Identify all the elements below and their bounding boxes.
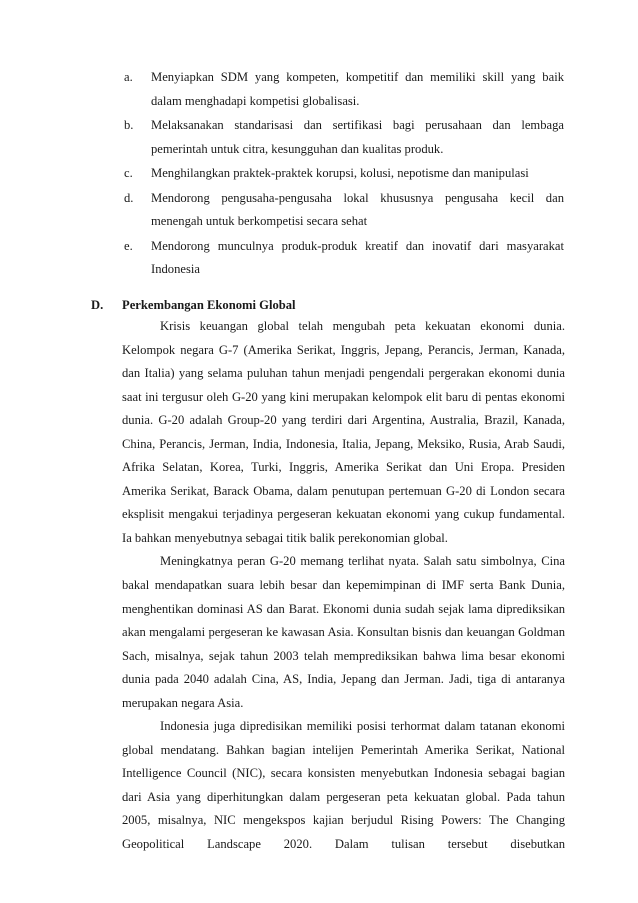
list-marker: c. (124, 166, 133, 180)
paragraph-1: Krisis keuangan global telah mengubah peta kekuatan ekonomi dunia. Kelompok negara G-7 (Amerika Serikat, Inggris, Jepang, Perancis, Jerman, Kanada, dan Italia) yang selama puluhan tahun menjadi pengendali pergerakan ekonomi dunia saat ini tergusur oleh G-20 yang kini merupakan kelompok elit baru di pentas ekonomi dunia. G-20 adalah Group-20 yang terdiri dari Argentina, Australia, Brazil, Kanada, China, Perancis, Jerman, India, Indonesia, Italia, Jepang, Meksiko, Rusia, Arab Saudi, Afrika Selatan, Korea, Turki, Inggris, Amerika Serikat dan Uni Eropa. Presiden Amerika Serikat, Barack Obama, dalam penutupan pertemuan G-20 di London secara eksplisit mengakui terjadinya pergeseran kekuatan ekonomi yang cukup fundamental. Ia bahkan menyebutnya sebagai titik balik perekonomian global. (122, 319, 565, 545)
paragraph-3: Indonesia juga dipredisikan memiliki posisi terhormat dalam tatanan ekonomi global mendatang. Bahkan bagian intelijen Pemerintah Amerika Serikat, National Intelligence Council (NIC), secara konsisten menyebutkan Indonesia sebagai bagian dari Asia yang diperhitungkan dalam pergeseran peta kekuatan global. Pada tahun 2005, misalnya, NIC mengekspos kajian berjudul Rising Powers: The Changing Geopolitical Landscape 2020. Dalam tulisan tersebut disebutkan (122, 719, 565, 852)
list-item-text: Menghilangkan praktek-praktek korupsi, kolusi, nepotisme dan manipulasi (151, 166, 529, 180)
list-item-d (124, 187, 564, 234)
section-title: Perkembangan Ekonomi Global (122, 298, 296, 312)
list-item-e (124, 235, 564, 282)
list-marker: b. (124, 118, 134, 132)
section-letter: D. (91, 298, 104, 312)
list-item-text: Menyiapkan SDM yang kompeten, kompetitif dan memiliki skill yang baik dalam menghadapi kompetisi globalisasi. (151, 70, 564, 108)
list-marker: d. (124, 190, 134, 205)
list-item-text: Mendorong munculnya produk-produk kreatif dan inovatif dari masyarakat Indonesia (151, 238, 564, 276)
list-item-a (124, 66, 564, 113)
list-item-b (124, 114, 564, 161)
paragraph-2: Meningkatnya peran G-20 memang terlihat nyata. Salah satu simbolnya, Cina bakal mendapatkan suara lebih besar dan kepemimpinan di IMF serta Bank Dunia, menghentikan dominasi AS dan Barat. Ekonomi dunia sudah sejak lama diprediksikan akan mengalami pergeseran ke kawasan Asia. Konsultan bisnis dan keuangan Goldman Sach, misalnya, sejak tahun 2003 telah memprediksikan bahwa lima besar ekonomi dunia pada 2040 adalah Cina, AS, India, Jepang dan Jerman. Jadi, tiga di antaranya merupakan negara Asia. (122, 554, 565, 710)
section-body (122, 315, 565, 857)
list-marker: e. (124, 238, 133, 253)
section-heading (91, 295, 565, 315)
list-item-text: Mendorong pengusaha-pengusaha lokal khususnya pengusaha kecil dan menengah untuk berkompetisi secara sehat (151, 190, 564, 228)
list-marker: a. (124, 70, 133, 84)
list-item-c (124, 162, 564, 186)
numbered-list (124, 66, 564, 282)
list-item-text: Melaksanakan standarisasi dan sertifikasi bagi perusahaan dan lembaga pemerintah untuk citra, kesungguhan dan kualitas produk. (151, 118, 564, 156)
section-d (91, 295, 565, 857)
